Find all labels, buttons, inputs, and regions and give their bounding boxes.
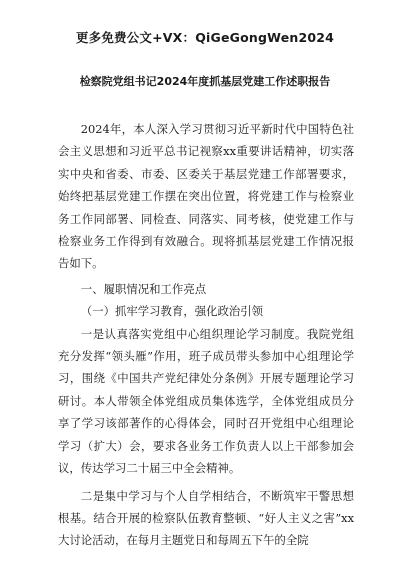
document-body	[58, 118, 354, 552]
intro-paragraph: 2024年，本人深入学习贯彻习近平新时代中国特色社会主义思想和习近平总书记视察xx重要讲话精神，切实落实中央和省委、市委、区委关于基层党建工作部署要求，始终把基层党建工作摆在突出位置，将党建工作与检察业务工作同部署、同检查、同落实、同考核，使党建工作与检察业务工作得到有效融合。现将抓基层党建工作情况报告如下。	[58, 122, 354, 271]
document-title: 检察院党组书记2024年度抓基层党建工作述职报告	[79, 75, 331, 88]
section-heading: 一、履职情况和工作亮点	[80, 281, 207, 296]
body-paragraph-1: 一是认真落实党组中心组织理论学习制度。我院党组充分发挥“领头雁”作用，班子成员带头参加中心组理论学习，围绕《中国共产党纪律处分条例》开展专题理论学习研讨。本人带领全体党组成员集体选学，全体党组成员分享了学习该部著作的心得体会，同时召开党组中心组理论学习（扩大）会，要求各业务工作负责人以上干部参加会议，传达学习二十届三中全会精神。	[58, 326, 354, 476]
body-paragraph-2: 二是集中学习与个人自学相结合，不断筑牢干警思想根基。结合开展的检察队伍教育整顿、“好人主义之害”xx大讨论活动，在每月主题党日和每周五下午的全院	[58, 488, 354, 548]
watermark-banner: 更多免费公文+VX：QiGeGongWen2024	[75, 30, 335, 45]
subsection-heading: （一）抓牢学习教育，强化政治引领	[80, 304, 264, 319]
